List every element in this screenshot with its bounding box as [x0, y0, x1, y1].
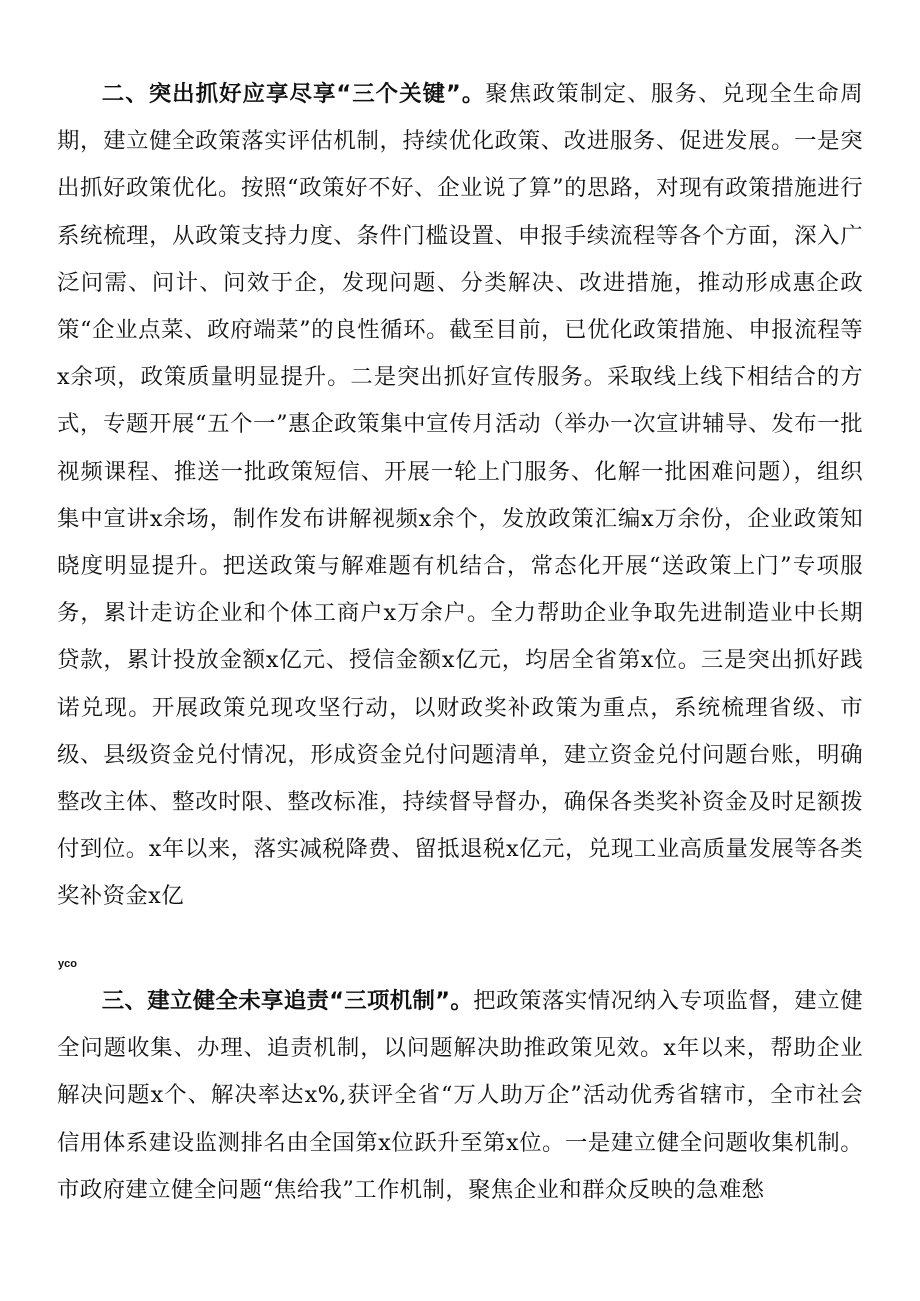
section-3-paragraph	[57, 978, 863, 1214]
section-3-heading: 三、建立健全未享追责“三项机制”。	[101, 988, 474, 1014]
section-2-paragraph	[57, 71, 863, 921]
section-2-body: 聚焦政策制定、服务、兑现全生命周期，建立健全政策落实评估机制，持续优化政策、改进服务、促进发展。一是突出抓好政策优化。按照“政策好不好、企业说了算”的思路，对现有政策措施进行系统梳理，从政策支持力度、条件门槛设置、申报手续流程等各个方面，深入广泛问需、问计、问效于企，发现问题、分类解决、改进措施，推动形成惠企政策“企业点菜、政府端菜”的良性循环。截至目前，已优化政策措施、申报流程等x余项，政策质量明显提升。二是突出抓好宣传服务。采取线上线下相结合的方式，专题开展“五个一”惠企政策集中宣传月活动（举办一次宣讲辅导、发布一批视频课程、推送一批政策短信、开展一轮上门服务、化解一批困难问题），组织集中宣讲x余场，制作发布讲解视频x余个，发放政策汇编x万余份，企业政策知晓度明显提升。把送政策与解难题有机结合，常态化开展“送政策上门”专项服务，累计走访企业和个体工商户x万余户。全力帮助企业争取先进制造业中长期贷款，累计投放金额x亿元、授信金额x亿元，均居全省第x位。三是突出抓好践诺兑现。开展政策兑现攻坚行动，以财政奖补政策为重点，系统梳理省级、市级、县级资金兑付情况，形成资金兑付问题清单，建立资金兑付问题台账，明确整改主体、整改时限、整改标准，持续督导督办，确保各类奖补资金及时足额拨付到位。x年以来，落实减税降费、留抵退税x亿元，兑现工业高质量发展等各类奖补资金x亿	[57, 81, 863, 910]
section-2-heading: 二、突出抓好应享尽享“三个关键”。	[101, 81, 486, 107]
stray-text-fragment: yco	[58, 958, 77, 970]
section-3-body: 把政策落实情况纳入专项监督，建立健全问题收集、办理、追责机制，以问题解决助推政策见效。x年以来，帮助企业解决问题x个、解决率达x%,获评全省“万人助万企”活动优秀省辖市，全市社会信用体系建设监测排名由全国第x位跃升至第x位。一是建立健全问题收集机制。市政府建立健全问题“焦给我”工作机制，聚焦企业和群众反映的急难愁	[57, 988, 863, 1203]
